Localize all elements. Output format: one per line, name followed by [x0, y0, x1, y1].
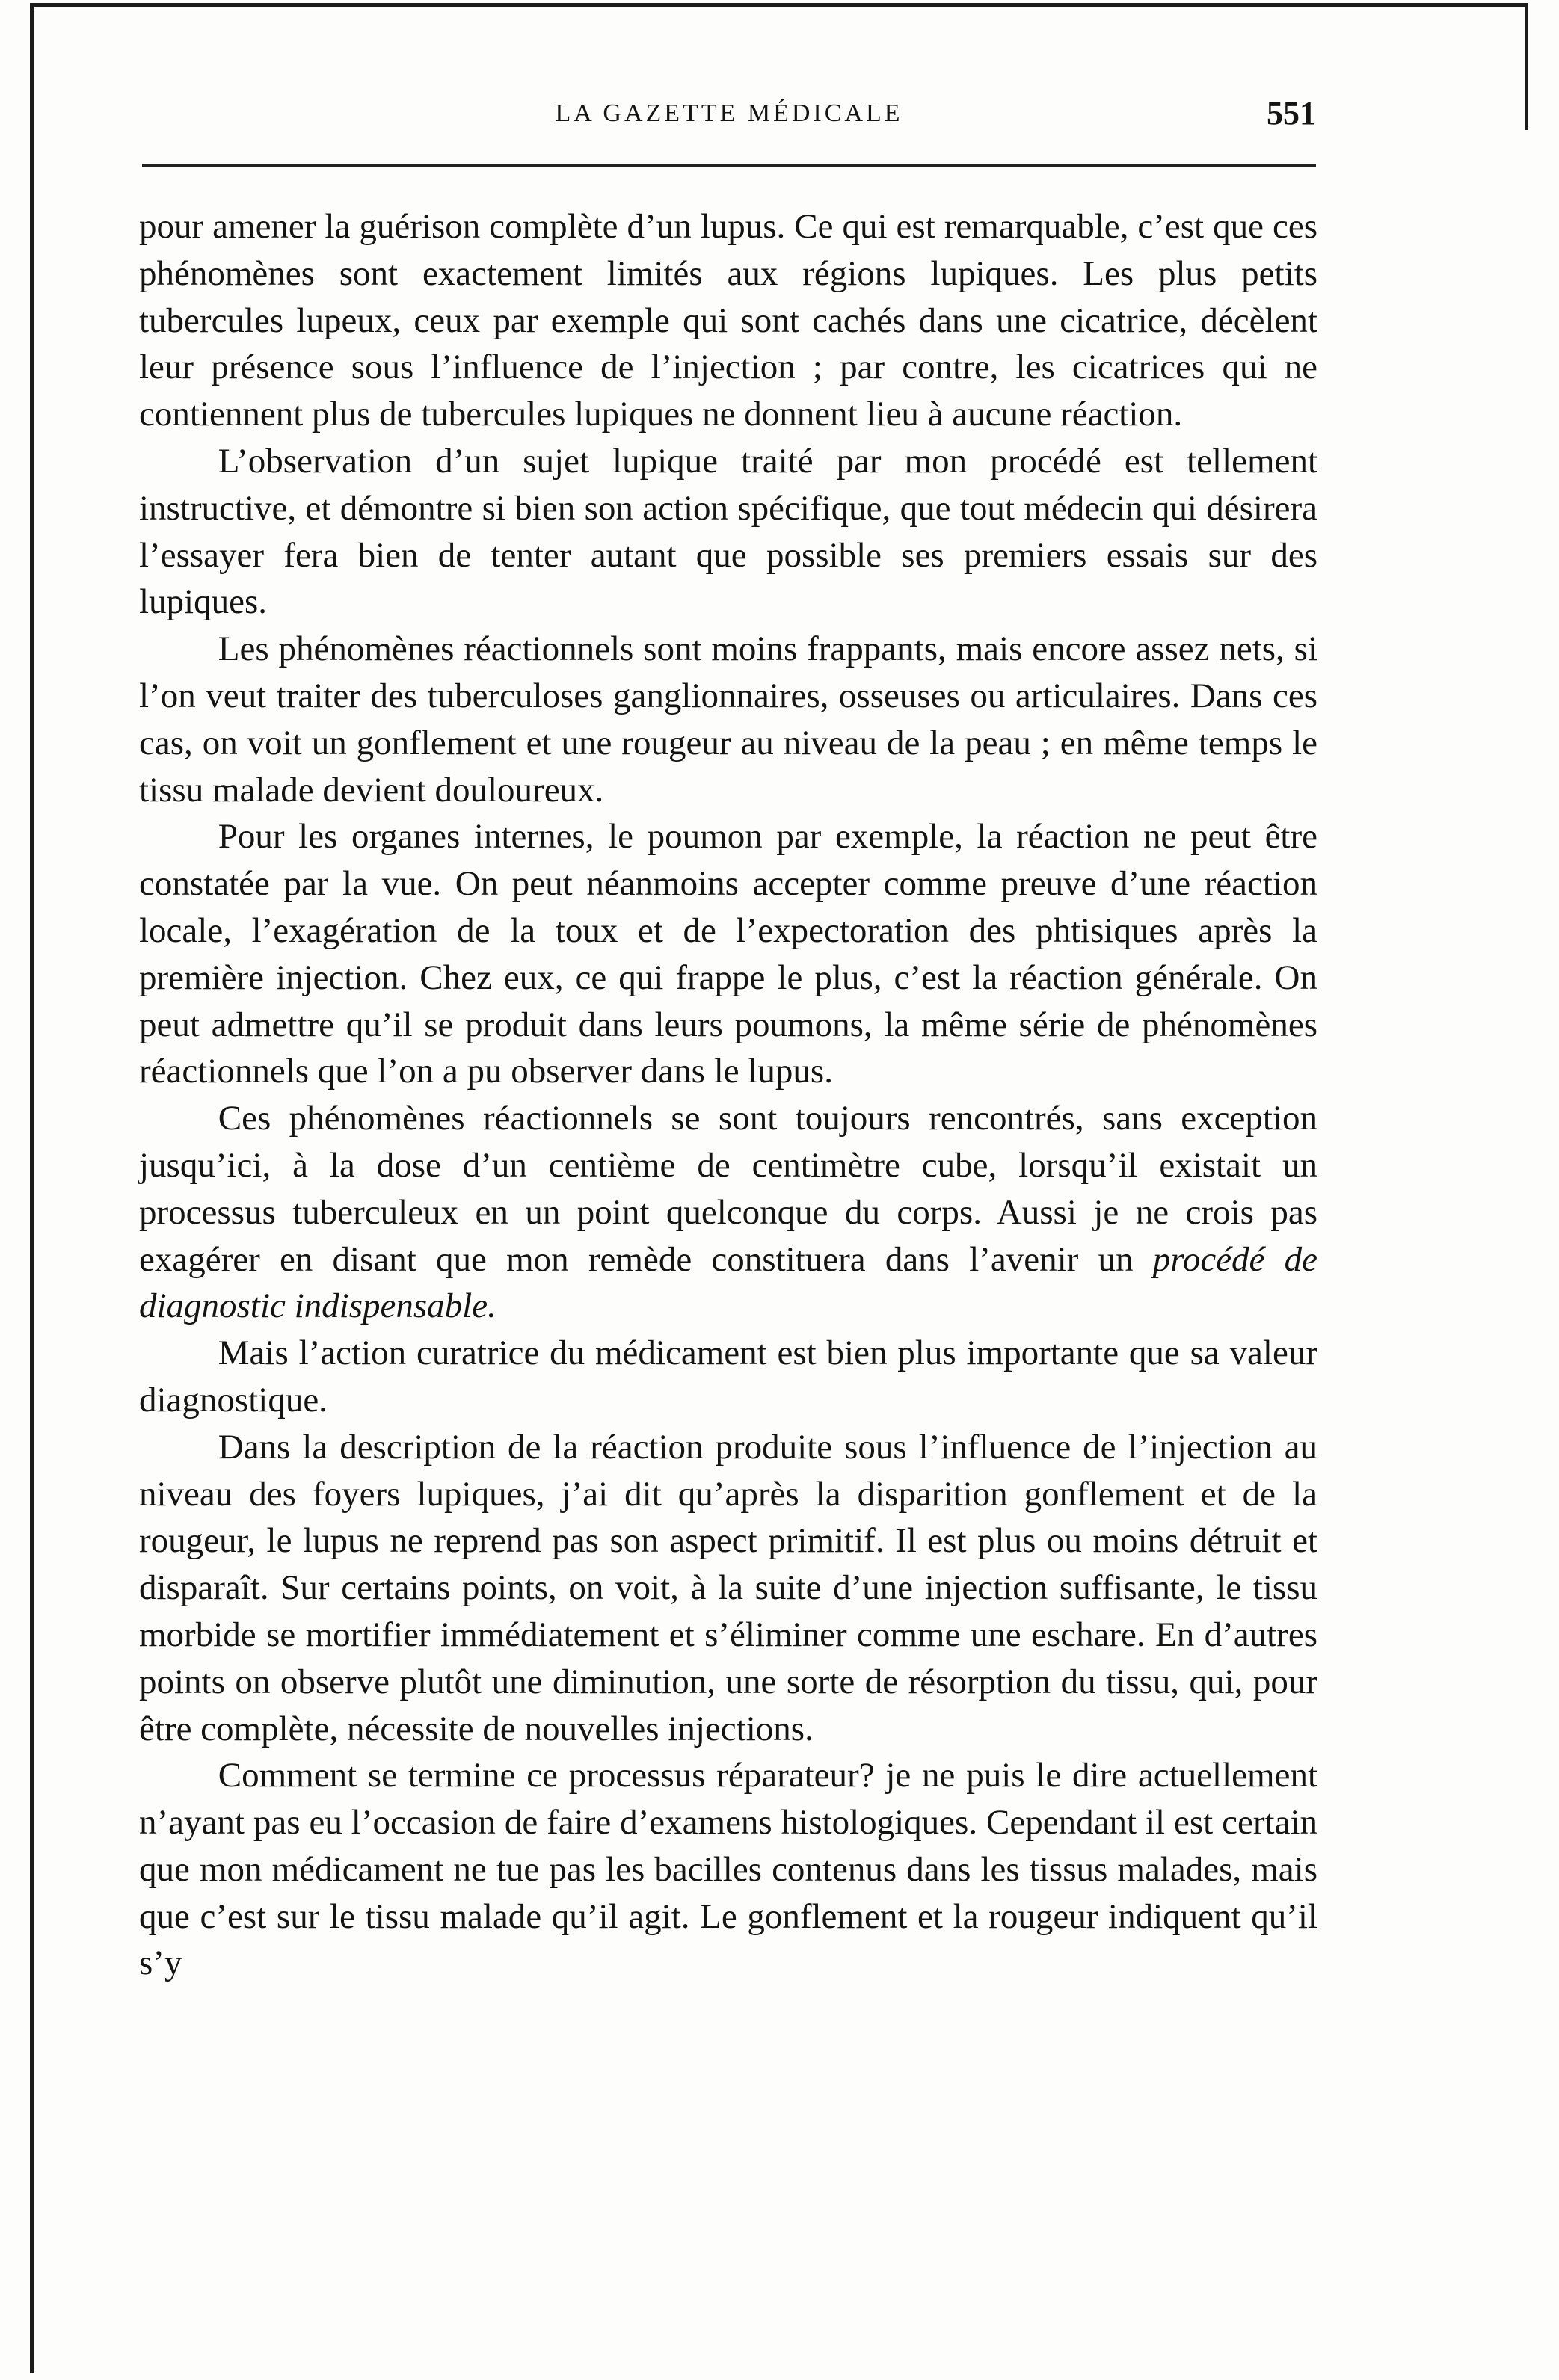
paragraph-2: L’observation d’un sujet lupique traité par mon procédé est tellement instructive, et démontre si bien son action spécifique, que tout médecin qui désirera l’essayer fera bien de tenter autant que possible ses premiers essais sur des lupiques.: [139, 441, 1317, 622]
page-header: [142, 91, 1316, 136]
paragraph-8: Comment se termine ce processus réparateur? je ne puis le dire actuellement n’ayant pas eu l’occasion de faire d’examens histologiques. Cependant il est certain que mon médicament ne tue pas les bacilles contenus dans les tissus malades, mais que c’est sur le tissu malade qu’il agit. Le gonflement et la rougeur indiquent qu’il s’y: [139, 1756, 1317, 1983]
running-head-title: LA GAZETTE MÉDICALE: [555, 99, 903, 127]
paragraph-6: Mais l’action curatrice du médicament est bien plus importante que sa valeur diagnostique.: [139, 1334, 1317, 1419]
article-body: [139, 203, 1317, 1987]
page-number: 551: [1267, 95, 1316, 132]
paragraph-5: [139, 1095, 1317, 1330]
paragraph-7: Dans la description de la réaction produite sous l’influence de l’injection au niveau des foyers lupiques, j’ai dit qu’après la disparition gonflement et de la rougeur, le lupus ne reprend pas son aspect primitif. Il est plus ou moins détruit et disparaît. Sur certains points, on voit, à la suite d’une injection suffisante, le tissu morbide se mortifier immédiatement et s’éliminer comme une eschare. En d’autres points on observe plutôt une diminution, une sorte de résorption du tissu, qui, pour être complète, nécessite de nouvelles injections.: [139, 1427, 1317, 1748]
paragraph-4: Pour les organes internes, le poumon par exemple, la réaction ne peut être constatée par la vue. On peut néanmoins accepter comme preuve d’une réaction locale, l’exagération de la toux et de l’expectoration des phtisiques après la première injection. Chez eux, ce qui frappe le plus, c’est la réaction générale. On peut admettre qu’il se produit dans leurs poumons, la même série de phénomènes réactionnels que l’on a pu observer dans le lupus.: [139, 817, 1317, 1091]
paragraph-5-emphasis: procédé de diagnostic indispensable.: [139, 1239, 1317, 1326]
scan-border-left: [30, 3, 34, 2373]
paragraph-3: Les phénomènes réactionnels sont moins frappants, mais encore assez nets, si l’on veut traiter des tuberculoses ganglionnaires, osseuses ou articulaires. Dans ces cas, on voit un gonflement et une rougeur au niveau de la peau ; en même temps le tissu malade devient douloureux.: [139, 629, 1317, 810]
header-rule: [142, 164, 1316, 167]
paragraph-1: pour amener la guérison complète d’un lupus. Ce qui est remarquable, c’est que ces phénomènes sont exactement limités aux régions lupiques. Les plus petits tubercules lupeux, ceux par exemple qui sont cachés dans une cicatrice, décèlent leur présence sous l’influence de l’injection ; par contre, les cicatrices qui ne contiennent plus de tubercules lupiques ne donnent lieu à aucune réaction.: [139, 207, 1317, 434]
scan-border-right: [1525, 3, 1528, 130]
paragraph-5-text: Ces phénomènes réactionnels se sont toujours rencontrés, sans exception jusqu’ici, à la dose d’un centième de centimètre cube, lorsqu’il existait un processus tuberculeux en un point quelconque du corps. Aussi je ne crois pas exagérer en disant que mon remède constituera dans l’avenir un: [139, 1099, 1317, 1279]
scan-border-top: [30, 3, 1525, 7]
